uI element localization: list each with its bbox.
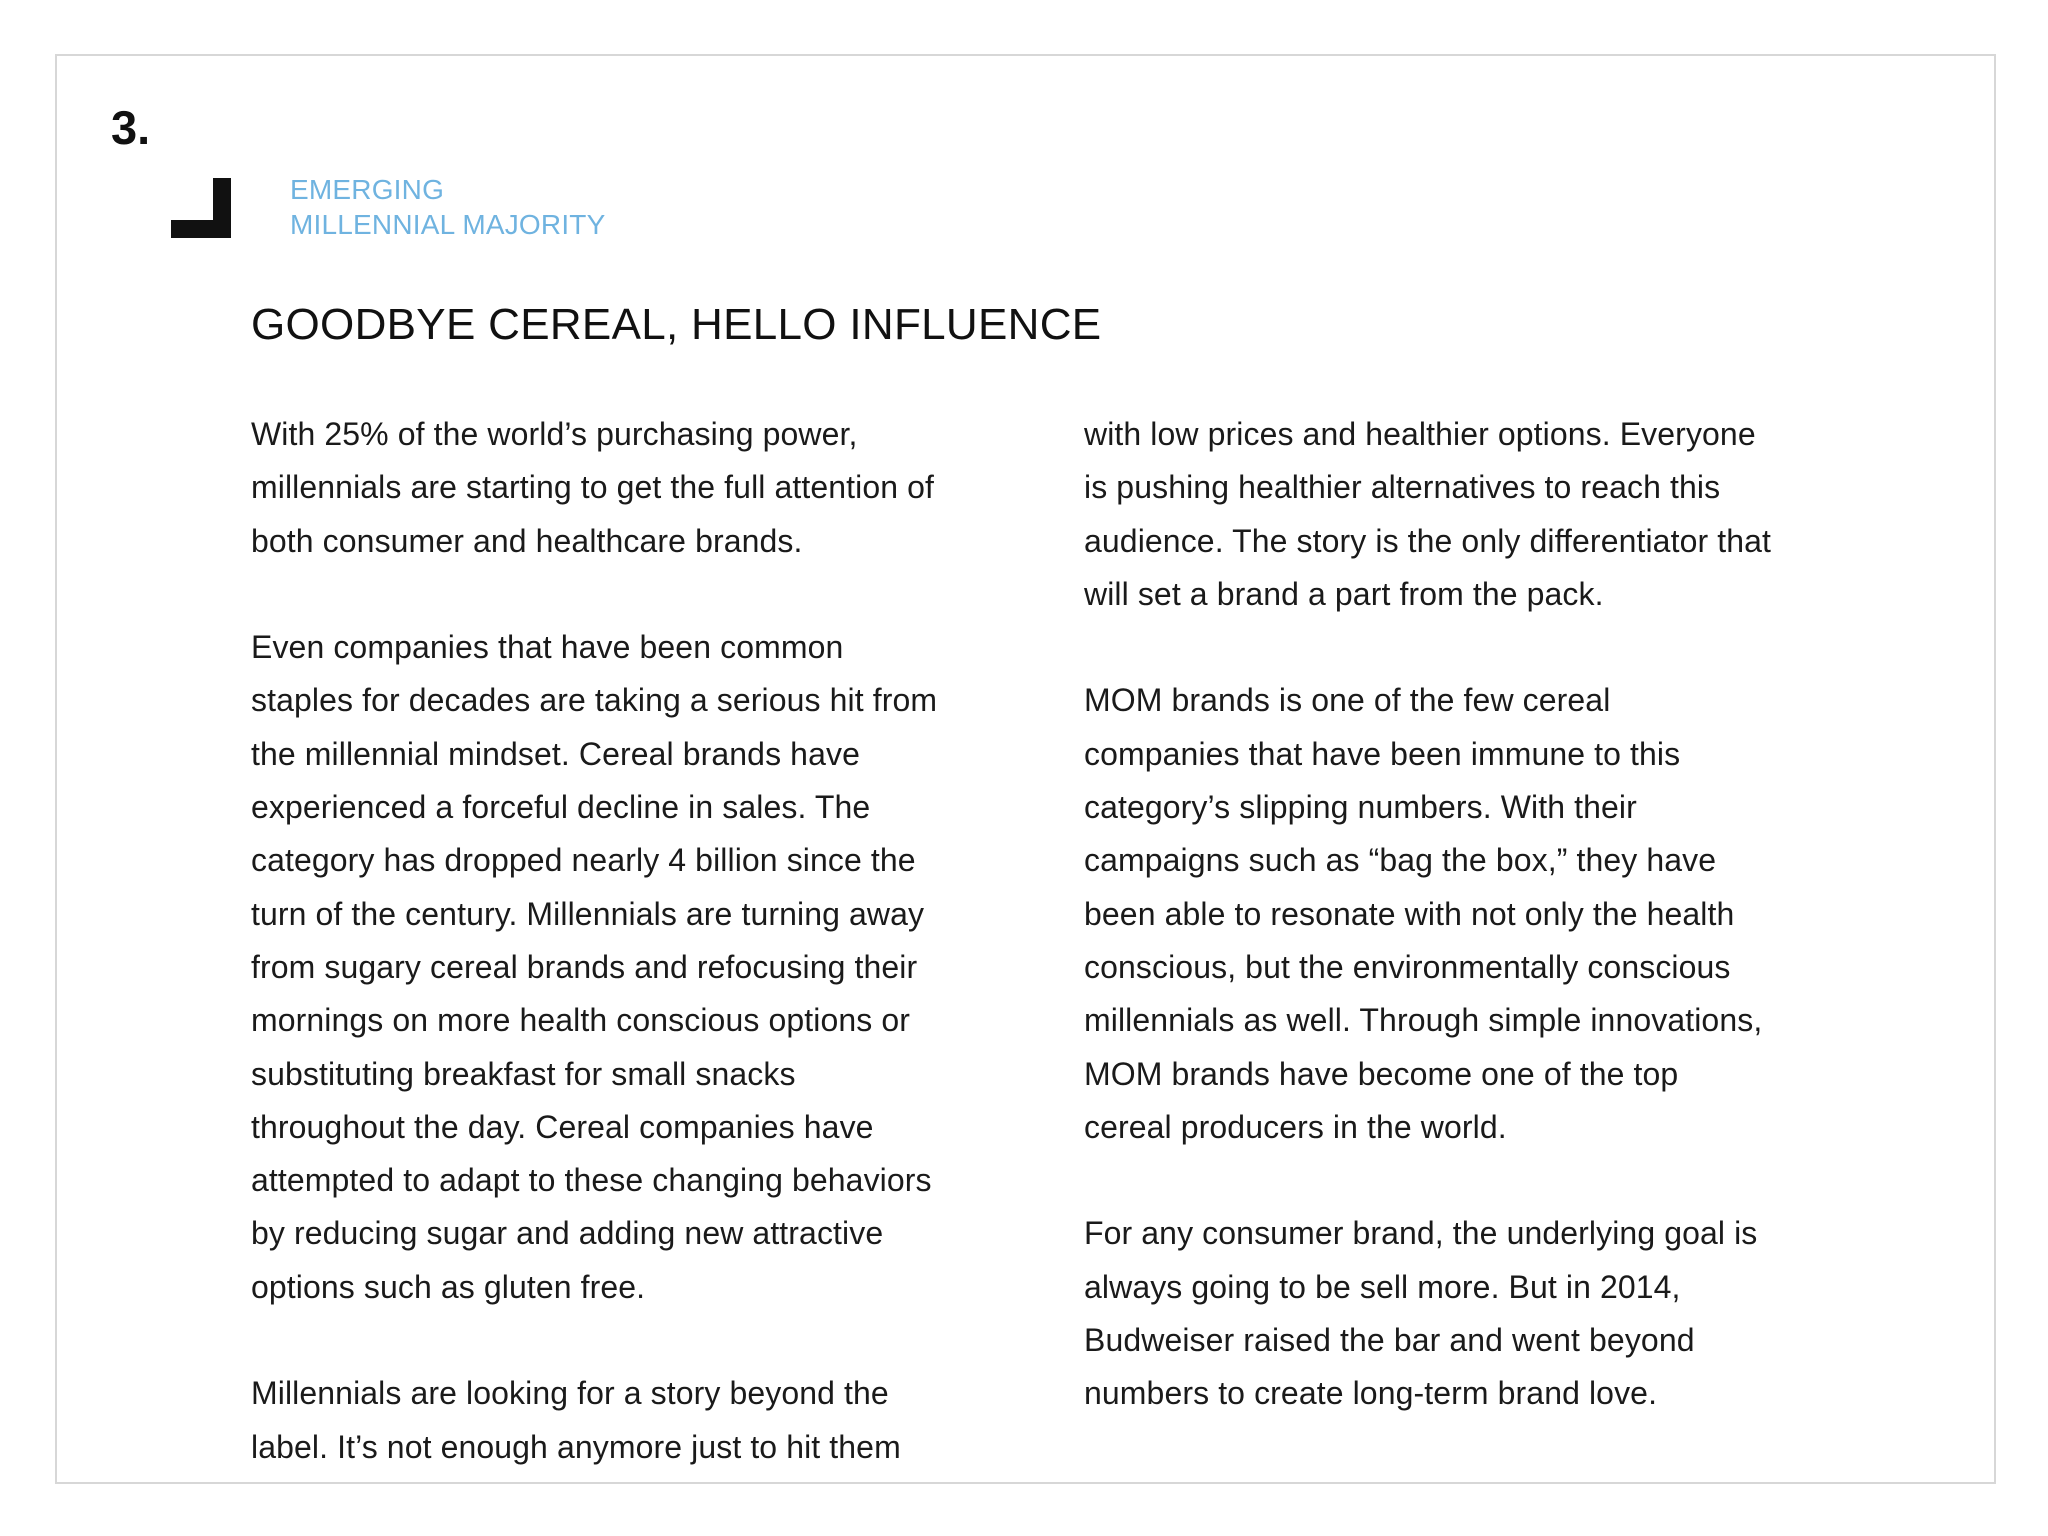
text-line: audience. The story is the only differentiator that <box>1084 522 1771 559</box>
text-line: by reducing sugar and adding new attractive <box>251 1215 884 1252</box>
text-line: label. It’s not enough anymore just to hit them <box>251 1428 901 1465</box>
text-line: staples for decades are taking a serious hit from <box>251 682 938 719</box>
text-line: Even companies that have been common <box>251 629 844 666</box>
text-line: cereal producers in the world. <box>1084 1108 1507 1145</box>
paragraph-gap <box>1084 1154 1874 1207</box>
corner-bracket-horizontal <box>171 220 231 238</box>
paragraph <box>251 1367 1041 1474</box>
text-line: For any consumer brand, the underlying goal is <box>1084 1215 1758 1252</box>
text-line: mornings on more health conscious options or <box>251 1002 910 1039</box>
text-line: always going to be sell more. But in 2014, <box>1084 1268 1681 1305</box>
section-number: 3. <box>111 101 151 154</box>
text-line: With 25% of the world’s purchasing power, <box>251 416 858 452</box>
paragraph <box>1084 1207 1874 1420</box>
text-line: millennials as well. Through simple innovations, <box>1084 1002 1763 1039</box>
text-line: from sugary cereal brands and refocusing their <box>251 948 918 985</box>
text-line: category has dropped nearly 4 billion since the <box>251 842 916 879</box>
paragraph <box>251 408 1041 568</box>
text-line: MOM brands is one of the few cereal <box>1084 682 1611 719</box>
text-line: companies that have been immune to this <box>1084 735 1681 772</box>
section-label <box>290 172 606 242</box>
right-column <box>1084 408 1874 1421</box>
paragraph <box>1084 408 1874 621</box>
text-line: turn of the century. Millennials are turning away <box>251 895 925 932</box>
paragraph-gap <box>251 1314 1041 1367</box>
text-line: both consumer and healthcare brands. <box>251 522 803 559</box>
paragraph <box>1084 674 1874 1154</box>
text-line: been able to resonate with not only the health <box>1084 895 1735 932</box>
section-label-line2: MILLENNIAL MAJORITY <box>290 209 606 240</box>
text-line: attempted to adapt to these changing behaviors <box>251 1162 932 1199</box>
text-line: options such as gluten free. <box>251 1268 646 1305</box>
text-line: the millennial mindset. Cereal brands have <box>251 735 860 772</box>
text-line: experienced a forceful decline in sales. The <box>251 789 871 826</box>
corner-bracket-icon <box>171 178 231 238</box>
document-page <box>55 54 1996 1484</box>
section-label-line1: EMERGING <box>290 174 445 205</box>
text-line: Millennials are looking for a story beyond the <box>251 1375 889 1412</box>
headline: GOODBYE CEREAL, HELLO INFLUENCE <box>251 300 1102 349</box>
text-line: millennials are starting to get the full attention of <box>251 469 935 506</box>
text-line: is pushing healthier alternatives to reach this <box>1084 469 1721 506</box>
paragraph-gap <box>251 568 1041 621</box>
paragraph <box>251 621 1041 1314</box>
paragraph-gap <box>1084 621 1874 674</box>
text-line: substituting breakfast for small snacks <box>251 1055 796 1092</box>
text-line: will set a brand a part from the pack. <box>1084 575 1604 612</box>
text-line: category’s slipping numbers. With their <box>1084 789 1637 826</box>
text-line: campaigns such as “bag the box,” they have <box>1084 842 1717 879</box>
left-column <box>251 408 1041 1474</box>
text-line: Budweiser raised the bar and went beyond <box>1084 1322 1695 1359</box>
text-line: numbers to create long-term brand love. <box>1084 1375 1658 1412</box>
text-line: MOM brands have become one of the top <box>1084 1055 1679 1092</box>
text-line: conscious, but the environmentally conscious <box>1084 948 1731 985</box>
text-line: with low prices and healthier options. Everyone <box>1084 416 1756 452</box>
text-line: throughout the day. Cereal companies have <box>251 1108 874 1145</box>
